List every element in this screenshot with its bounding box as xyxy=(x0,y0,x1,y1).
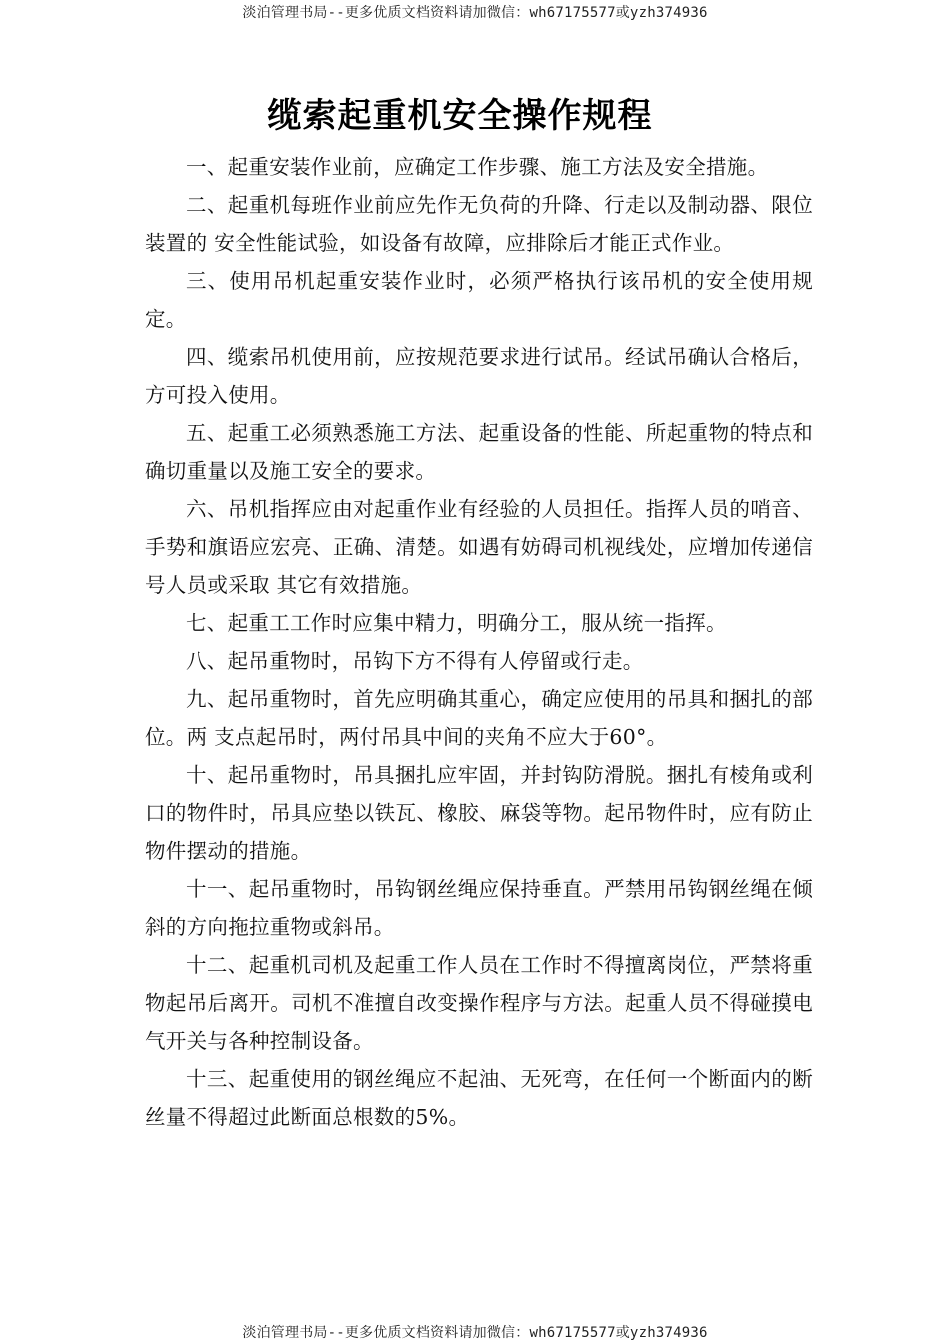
paragraph-6: 六、吊机指挥应由对起重作业有经验的人员担任。指挥人员的哨音、手势和旗语应宏亮、正确、清楚。如遇有妨碍司机视线处，应增加传递信号人员或采取 其它有效措施。 xyxy=(145,497,813,597)
document-body xyxy=(145,148,813,1136)
paragraph-2: 二、起重机每班作业前应先作无负荷的升降、行走以及制动器、限位装置的 安全性能试验，如设备有故障，应排除后才能正式作业。 xyxy=(145,193,813,255)
paragraph-3: 三、使用吊机起重安装作业时，必须严格执行该吊机的安全使用规定。 xyxy=(145,269,813,331)
paragraph-5: 五、起重工必须熟悉施工方法、起重设备的性能、所起重物的特点和确切重量以及施工安全的要求。 xyxy=(145,421,813,483)
paragraph-7: 七、起重工工作时应集中精力，明确分工，服从统一指挥。 xyxy=(186,611,727,635)
paragraph-9: 九、起吊重物时，首先应明确其重心，确定应使用的吊具和捆扎的部位。两 支点起吊时，两付吊具中间的夹角不应大于60°。 xyxy=(145,687,813,749)
paragraph-12: 十二、起重机司机及起重工作人员在工作时不得擅离岗位，严禁将重物起吊后离开。司机不准擅自改变操作程序与方法。起重人员不得碰摸电气开关与各种控制设备。 xyxy=(145,953,813,1053)
paragraph-10: 十、起吊重物时，吊具捆扎应牢固，并封钩防滑脱。捆扎有棱角或利口的物件时，吊具应垫以铁瓦、橡胶、麻袋等物。起吊物件时，应有防止物件摆动的措施。 xyxy=(145,763,813,863)
paragraph-1: 一、起重安装作业前，应确定工作步骤、施工方法及安全措施。 xyxy=(186,155,769,179)
paragraph-11: 十一、起吊重物时，吊钩钢丝绳应保持垂直。严禁用吊钩钢丝绳在倾斜的方向拖拉重物或斜吊。 xyxy=(145,877,813,939)
paragraph-4: 四、缆索吊机使用前，应按规范要求进行试吊。经试吊确认合格后，方可投入使用。 xyxy=(145,345,813,407)
paragraph-13: 十三、起重使用的钢丝绳应不起油、无死弯，在任何一个断面内的断丝量不得超过此断面总根数的5%。 xyxy=(145,1067,813,1129)
page-header: 淡泊管理书局--更多优质文档资料请加微信：wh67175577或yzh374936 xyxy=(242,5,708,21)
page-footer: 淡泊管理书局--更多优质文档资料请加微信：wh67175577或yzh374936 xyxy=(242,1325,708,1341)
document-title: 缆索起重机安全操作规程 xyxy=(267,96,653,136)
paragraph-8: 八、起吊重物时，吊钩下方不得有人停留或行走。 xyxy=(186,649,644,673)
